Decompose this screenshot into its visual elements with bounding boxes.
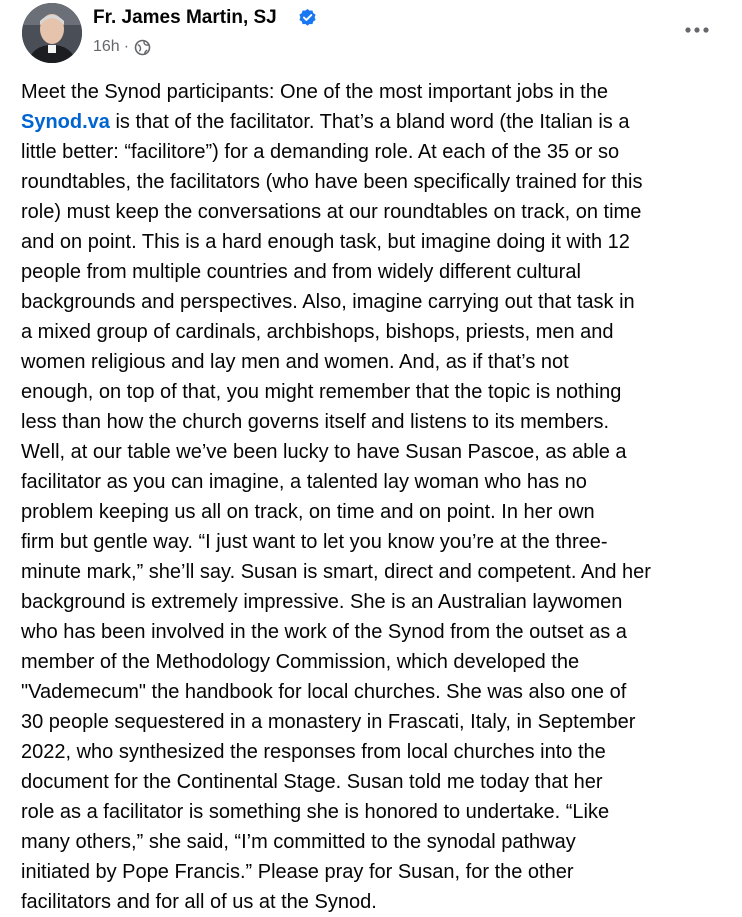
post-line: "Vademecum" the handbook for local churches. She was also one of <box>21 681 627 703</box>
post-line: many others,” she said, “I’m committed to the synodal pathway <box>21 831 576 853</box>
post-line: minute mark,” she’ll say. Susan is smart, direct and competent. And her <box>21 561 651 583</box>
post-line: member of the Methodology Commission, which developed the <box>21 651 580 673</box>
post-line: firm but gentle way. “I just want to let you know you’re at the three- <box>21 531 608 553</box>
post-line: a mixed group of cardinals, archbishops, bishops, priests, men and <box>21 321 614 343</box>
post-line: document for the Continental Stage. Susan told me today that her <box>21 771 603 793</box>
post-line: roundtables, the facilitators (who have been specifically trained for this <box>21 171 643 193</box>
post-line: women religious and lay men and women. And, as if that’s not <box>21 351 569 373</box>
post-line: less than how the church governs itself and listens to its members. <box>21 411 610 433</box>
avatar[interactable] <box>22 3 82 63</box>
post-line: Well, at our table we’ve been lucky to have Susan Pascoe, as able a <box>21 441 627 463</box>
post-line: problem keeping us all on track, on time and on point. In her own <box>21 501 595 523</box>
post-timestamp[interactable]: 16h <box>93 38 120 55</box>
avatar-image <box>22 3 82 63</box>
post-line: Meet the Synod participants: One of the most important jobs in the <box>21 81 608 103</box>
author-name[interactable]: Fr. James Martin, SJ <box>93 7 277 28</box>
post-line: people from multiple countries and from widely different cultural <box>21 261 581 283</box>
post-line: 2022, who synthesized the responses from local churches into the <box>21 741 606 763</box>
post-meta <box>93 36 151 58</box>
post-line: background is extremely impressive. She is an Australian laywomen <box>21 591 623 613</box>
more-options-button[interactable] <box>677 14 717 46</box>
post-line: 30 people sequestered in a monastery in Frascati, Italy, in September <box>21 711 636 733</box>
post-line: initiated by Pope Francis.” Please pray for Susan, for the other <box>21 861 574 883</box>
verified-badge-icon <box>298 8 317 27</box>
synod-link[interactable]: Synod.va <box>21 111 110 133</box>
meta-separator: · <box>123 38 130 55</box>
more-options-icon <box>684 26 710 34</box>
post-line: role as a facilitator is something she is honored to undertake. “Like <box>21 801 610 823</box>
post-body <box>21 77 733 917</box>
post-line: backgrounds and perspectives. Also, imagine carrying out that task in <box>21 291 635 313</box>
globe-icon[interactable] <box>134 39 151 56</box>
post-line: Synod.va is that of the facilitator. That’s a bland word (the Italian is a <box>21 111 630 133</box>
post-line: and on point. This is a hard enough task, but imagine doing it with 12 <box>21 231 630 253</box>
post-line: who has been involved in the work of the Synod from the outset as a <box>21 621 627 643</box>
post-line: role) must keep the conversations at our roundtables on track, on time <box>21 201 642 223</box>
post-header <box>0 0 742 70</box>
post-line: enough, on top of that, you might remember that the topic is nothing <box>21 381 622 403</box>
post-line: facilitator as you can imagine, a talented lay woman who has no <box>21 471 587 493</box>
post-line: little better: “facilitore”) for a demanding role. At each of the 35 or so <box>21 141 620 163</box>
post-line: facilitators and for all of us at the Synod. <box>21 891 377 913</box>
